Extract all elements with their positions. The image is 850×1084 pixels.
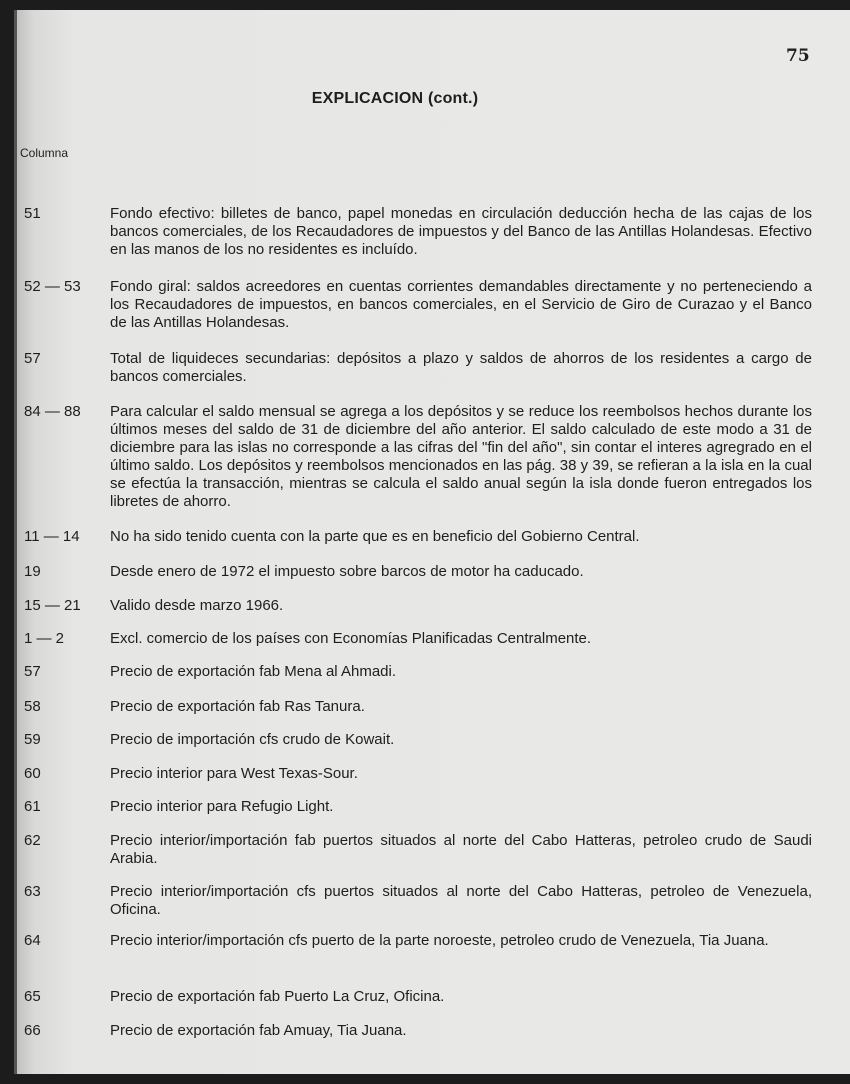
explanation-text: Para calcular el saldo mensual se agrega a los depósitos y se reduce los reembolsos hechos durante los últimos meses del saldo de 31 de diciembre del año anterior. El saldo calculado de este modo a 31 de diciembre para las islas no corresponde a las cifras del "fin del año", sin contar el interes agregrado en el último saldo. Los depósitos y reembolsos mencionados en las pág. 38 y 39, se refieran a la isla en la cual se efectúa la transacción, mientras se calcula el saldo anual según la isla donde fueron entregados los libretes de ahorro. bbox=[110, 403, 812, 510]
page-title: EXPLICACION (cont.) bbox=[311, 90, 479, 107]
explanation-text: No ha sido tenido cuenta con la parte que es en beneficio del Gobierno Central. bbox=[110, 528, 640, 545]
explanation-text: Precio interior/importación cfs puertos situados al norte del Cabo Hatteras, petroleo de Venezuela, Oficina. bbox=[110, 883, 812, 918]
column-reference: 60 bbox=[24, 765, 41, 782]
explanation-text: Desde enero de 1972 el impuesto sobre barcos de motor ha caducado. bbox=[110, 563, 584, 580]
column-reference: 1 — 2 bbox=[24, 630, 65, 647]
explanation-text: Fondo efectivo: billetes de banco, papel monedas en circulación deducción hecha de las cajas de los bancos comerciales, de los Recaudadores de impuestos y del Banco de las Antillas Holandesas. Efectivo en las manos de los no residentes es incluído. bbox=[110, 205, 812, 258]
column-reference: 51 bbox=[24, 205, 41, 222]
column-reference: 52 — 53 bbox=[24, 278, 81, 295]
column-reference: 59 bbox=[24, 731, 41, 748]
explanation-text: Precio interior para West Texas-Sour. bbox=[110, 765, 358, 782]
column-reference: 57 bbox=[24, 350, 41, 367]
explanation-text: Precio interior para Refugio Light. bbox=[110, 798, 334, 815]
explanation-text: Total de liquideces secundarias: depósitos a plazo y saldos de ahorros de los residentes a cargo de bancos comerciales. bbox=[110, 350, 812, 385]
binding-gutter bbox=[14, 10, 17, 1074]
column-reference: 61 bbox=[24, 798, 41, 815]
column-reference: 19 bbox=[24, 563, 41, 580]
explanation-text: Precio de exportación fab Puerto La Cruz, Oficina. bbox=[110, 988, 445, 1005]
explanation-text: Fondo giral: saldos acreedores en cuentas corrientes demandables directamente y no perteneciendo a los Recaudadores de impuestos, en bancos comerciales, en el Servicio de Giro de Curazao y el Banco de las Antillas Holandesas. bbox=[110, 278, 812, 331]
explanation-text: Precio de importación cfs crudo de Kowait. bbox=[110, 731, 395, 748]
column-reference: 62 bbox=[24, 832, 41, 849]
column-reference: 66 bbox=[24, 1022, 41, 1039]
page-number: 75 bbox=[786, 46, 810, 66]
explanation-text: Precio interior/importación fab puertos situados al norte del Cabo Hatteras, petroleo crudo de Saudi Arabia. bbox=[110, 832, 812, 867]
column-reference: 84 — 88 bbox=[24, 403, 81, 420]
column-reference: 58 bbox=[24, 698, 41, 715]
explanation-text: Precio interior/importación cfs puerto de la parte noroeste, petroleo crudo de Venezuela, Tia Juana. bbox=[110, 932, 769, 949]
column-header: Columna bbox=[20, 146, 69, 160]
column-reference: 57 bbox=[24, 663, 41, 680]
explanation-text: Excl. comercio de los países con Economías Planificadas Centralmente. bbox=[110, 630, 592, 647]
column-reference: 63 bbox=[24, 883, 41, 900]
column-reference: 11 — 14 bbox=[24, 528, 80, 545]
explanation-text: Valido desde marzo 1966. bbox=[110, 597, 284, 614]
explanation-text: Precio de exportación fab Ras Tanura. bbox=[110, 698, 365, 715]
column-reference: 65 bbox=[24, 988, 41, 1005]
explanation-text: Precio de exportación fab Amuay, Tia Juana. bbox=[110, 1022, 407, 1039]
column-reference: 15 — 21 bbox=[24, 597, 81, 614]
explanation-text: Precio de exportación fab Mena al Ahmadi. bbox=[110, 663, 397, 680]
column-reference: 64 bbox=[24, 932, 41, 949]
